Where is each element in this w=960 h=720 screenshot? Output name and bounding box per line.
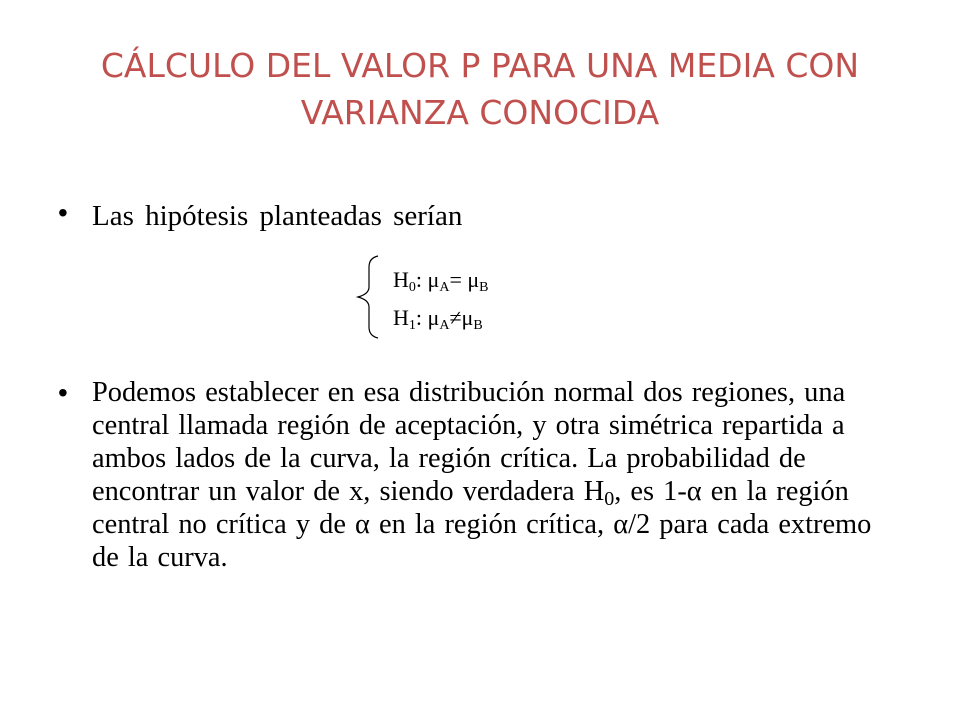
h1-operator: ≠ [449, 305, 462, 330]
slide-title-line-1: CÁLCULO DEL VALOR P PARA UNA MEDIA CON [100, 46, 860, 85]
bullet-regions-explanation [58, 376, 888, 636]
regions-text-part-2: , es 1-α en la región central no crítica y de α en la región crítica, α/2 para cada extremo de la curva. [92, 476, 872, 573]
left-brace-icon [352, 254, 382, 340]
regions-h-subscript: 0 [604, 488, 615, 510]
alternative-hypothesis [393, 305, 483, 331]
h0-mu-left-sub: A [439, 280, 450, 295]
h0-mu-left: μ [427, 267, 440, 292]
h1-mu-left: μ [427, 305, 440, 330]
h1-mu-right-sub: B [473, 318, 483, 333]
h0-index: 0 [408, 280, 416, 295]
h0-operator: = [449, 267, 468, 292]
h0-separator: : [415, 267, 428, 292]
h1-separator: : [415, 305, 428, 330]
bullet-hypotheses-intro [58, 197, 888, 239]
slide-title [40, 42, 920, 136]
h0-mu-right-sub: B [479, 280, 489, 295]
slide-title-line-2: VARIANZA CONOCIDA [300, 93, 660, 132]
bullet-dot-icon: • [58, 377, 68, 408]
h0-symbol: H [393, 267, 409, 292]
bullet-text-hypotheses: Las hipótesis planteadas serían [92, 200, 463, 232]
regions-text-part-1: Podemos establecer en esa distribución normal dos regiones, una central llamada región de aceptación, y otra simétrica repartida a ambos lados de la curva, la región crítica. La probabilidad de encontrar un valor de x, siendo verdadera H [92, 377, 846, 507]
h1-index: 1 [408, 318, 416, 333]
null-hypothesis [393, 267, 489, 293]
h1-mu-left-sub: A [439, 318, 450, 333]
h1-symbol: H [393, 305, 409, 330]
h0-mu-right: μ [467, 267, 480, 292]
bullet-text-regions [92, 376, 888, 574]
h1-mu-right: μ [461, 305, 474, 330]
bullet-dot-icon: • [58, 197, 68, 228]
